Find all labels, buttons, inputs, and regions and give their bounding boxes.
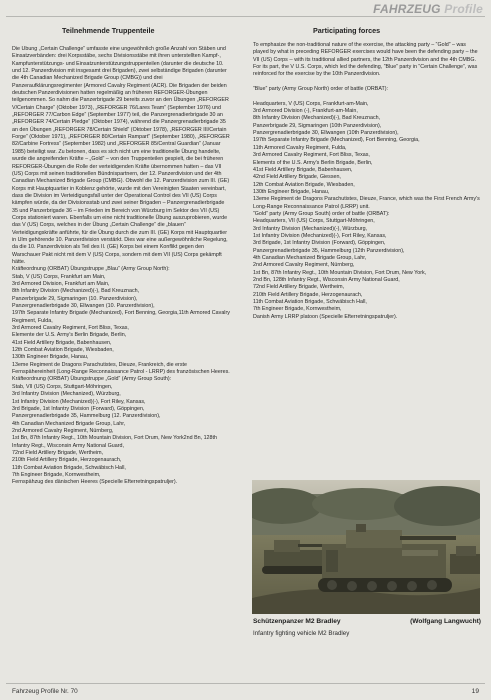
photo-credit: (Wolfgang Langwucht) — [410, 618, 481, 625]
magazine-brand — [373, 2, 483, 16]
footer-publication: Fahrzeug Profile Nr. 70 — [12, 688, 78, 695]
bradley-photo — [252, 480, 480, 614]
right-column-heading: Participating forces — [313, 26, 381, 35]
photo-caption-german: Schützenpanzer M2 Bradley — [253, 618, 341, 625]
brand-word-fahrzeug: FAHRZEUG — [373, 2, 441, 16]
left-column-heading: Teilnehmende Truppenteile — [62, 26, 155, 35]
brand-word-profile: Profile — [440, 2, 483, 16]
left-column-body: Die Übung „Certain Challenge“ umfasste eine ungewöhnlich große Anzahl von Stäben und Einsatzverbänden: drei Korpsstäbe, sechs Divisionsstäbe mit ihren unterstellten Kampf-, Kampfunterstützungs- und Einsatzunterstützungstruppenteilen (darunter die deutsche 10. und 12. Panzerdivision mit insgesamt drei Brigaden), zwei selbständige Brigaden (darunter die 4th Canadian Mechanized Brigade Group (CMBG)) und drei Panzeraufklärungsregimenter (Armored Cavalry Regiment (ACR). Die Brigaden der beiden deutschen Panzerdivisionen hatten regelmäßig an früheren REFORGER-Übungen teilgenommen. So nahm die Panzerbrigade 29 bereits zuvor an den Übungen „REFORGER V/Certain Charge“ (Oktober 1973), „REFORGER 76/Lares Team“ (September 1976) und „REFORGER 77/Carbon Edge“ (September 1977) teil, die Panzergrenadierbrigade 30 an „REFORGER 74/Certain Pledge“ (Oktober 1974), während die Panzergrenadierbrigade 35 an den Übungen „REFORGER 78/Certain Shield“ (Oktober 1978), „REFORGER III/Certain Forge“ (Oktober 1971), „REFORGER 80/Certain Rampart“ (September 1980), „REFORGER 82/Carbine Fortress“ (September 1982) und „REFORGER 85/Central Guardian“ (Januar 1985) beteiligt war. Zu betonen, dass es sich nicht um eine traditionelle Übung handelte, wurde die angreifenden Kräfte – „Gold“ – von den Truppenteilen gespielt, die bei früheren REFORGER-Übungen die Rolle der verteidigenden Kräfte übernommen hatten – das VII (US) Corps mit seinen traditionellen Bündnispartnern, der 12. Panzerdivision und der 4th Canadian Mechanized Brigade Group (CMBG). Obwohl die 12. Panzerdivision zum III. (GE) Korps mit Hauptquartier in Koblenz gehörte, wurde mit den Vereinigten Staaten vereinbart, dass die Division im Verteidigungsfall unter der Operational Control des VII (US) Corps kämpfen würde, da der Divisionsstab und zwei seiner Brigaden – Panzergrenadierbrigade 35 und Panzerbrigade 36 – im Frieden im Bereich von Würzburg im Sektor des VII (US) Corps stationiert waren. Ebenfalls um eine nicht traditionelle Übung auszuprobieren, wurde das V (US) Corps, welches in der Übung „Certain Challenge“ die „blauen“ Verteidigungskräfte anführte, für die Übung durch die zum III. (GE) Korps mit Hauptquartier in Ulm gehörende 10. Panzerdivision verstärkt. Dies war eine außergewöhnliche Regelung, da die 10. Panzerdivision als Teil des II. (GE) Korps bei einem Konflikt gegen den Warschauer Pakt nicht mit dem V (US) Corps, sondern mit dem VII (US) Corps gekämpft hätte. Kräfteordnung (ORBAT) Übungstruppe „Blau“ (Army Group North): Stab, V (US) Corps, Frankfurt am Main, 3rd Armored Division, Frankfurt am Main, 8th Infantry Division (Mechanized)(-), Bad Kreuznach, Panzerbrigade 29, Sigmaringen (10. Panzerdivision), Panzergrenadierbrigade 30, Ellwangen (10. Panzerdivision), 197th Separate Infantry Brigade (Mechanized), Fort Benning, Georgia,11th Armored Cavalry Regiment, Fulda, 3rd Armored Cavalry Regiment, Fort Bliss, Texas, Elemente der U.S. Army's Berlin Brigade, Berlin, 41st Field Artillery Brigade, Babenhausen, 12th Combat Aviation Brigade, Wiesbaden, 130th Engineer Brigade, Hanau, 13eme Regiment de Dragons Parachutistes, Dieuze, Frankreich, die erste Fernspähereinheit (Long-Range Reconnaissance Patrol - LRRP) des französischen Heeres. Kräfteordnung (ORBAT) Übungstruppe „Gold“ (Army Group South): Stab, VII (US) Corps, Stuttgart-Möhringen, 3rd Infantry Division (Mechanized), Würzburg, 1st Infantry Division (Mechanized)(-), Fort Riley, Kansas, 3rd Brigade, 1st Infantry Division (Forward), Göppingen, Panzergrenadierbrigade 35, Hammelburg (12. Panzerdivision), 4th Canadian Mechanized Brigade Group, Lahr, 2nd Armored Cavalry Regiment, Nürnberg, 1st Bn, 87th Infantry Regt., 10th Mountain Division, Fort Drum, New York2nd Bn, 128th Infantry Regt., Wisconsin Army National Guard, 72nd Field Artillery Brigade, Wertheim, 210th Field Artillery Brigade, Herzogenaurach, 11th Combat Aviation Brigade, Schwäbisch Hall, 7th Engineer Brigade, Kornwestheim, Fernspähzug des dänischen Heeres (Specielle Efterretningspatruljer). — [12, 46, 230, 486]
top-rule — [6, 16, 485, 17]
photo-caption-english: Infantry fighting vehicle M2 Bradley — [253, 630, 350, 637]
page-number: 19 — [471, 688, 479, 695]
bottom-rule — [6, 683, 485, 684]
right-column-body: To emphasize the non-traditional nature of the exercise, the attacking party – “Gold” – was played by what in preceding REFORGER exercises would have been the defending party – the VII (US) Corps -- with its traditional allied partners, the 12th Panzerdivision and the 4th CMBG. For its part, the V U.S. Corps, which led the defending, “Blue” party in “Certain Challenge”, was reinforced for the exercise by the 10th Panzerdivision. “Blue” party (Army Group North) order of battle (ORBAT): Headquarters, V (US) Corps, Frankfurt-am-Main, 3rd Armored Division (-), Frankfurt-am-Main, 8th Infantry Division (Mechanized)(-), Bad Kreuznach, Panzerbrigade 29, Sigmaringen (10th Panzerdivision), Panzergrenadierbrigade 30, Ellwangen (10th Panzerdivision), 197th Separate Infantry Brigade (Mechanized), Fort Benning, Georgia, 11th Armored Cavalry Regiment, Fulda, 3rd Armored Cavalry Regiment, Fort Bliss, Texas, Elements of the U.S. Army's Berlin Brigade, Berlin, 41st Field Artillery Brigade, Babenhausen, 42nd Field Artillery Brigade, Giessen, 12th Combat Aviation Brigade, Wiesbaden, 130th Engineer Brigade, Hanau, 13eme Regiment de Dragons Parachutistes, Dieuze, France, which was the First French Army's Long-Range Reconnaissance Patrol (LRRP) unit. “Gold” party (Army Group South) order of battle (ORBAT): Headquarters, VII (US) Corps, Stuttgart-Möhringen, 3rd Infantry Division (Mechanized)(-), Würzburg, 1st Infantry Division (Mechanized)(-), Fort Riley, Kansas, 3rd Brigade, 1st Infantry Division (Forward), Göppingen, Panzergrenadierbrigade 35, Hammelburg (12th Panzerdivision), 4th Canadian Mechanized Brigade Group, Lahr, 2nd Armored Cavalry Regiment, Nürnberg, 1st Bn, 87th Infantry Regt., 10th Mountain Division, Fort Drum, New York, 2nd Bn, 128th Infantry Regt., Wisconsin Army National Guard, 72nd Field Artillery Brigade, Wertheim, 210th Field Artillery Brigade, Herzogenaurach, 11th Combat Aviation Brigade, Schwäbisch Hall, 7th Engineer Brigade, Kornwestheim, Danish Army LRRP platoon (Specielle Efterretningspatruljer). — [253, 42, 480, 320]
photo-caption-title — [253, 618, 481, 625]
